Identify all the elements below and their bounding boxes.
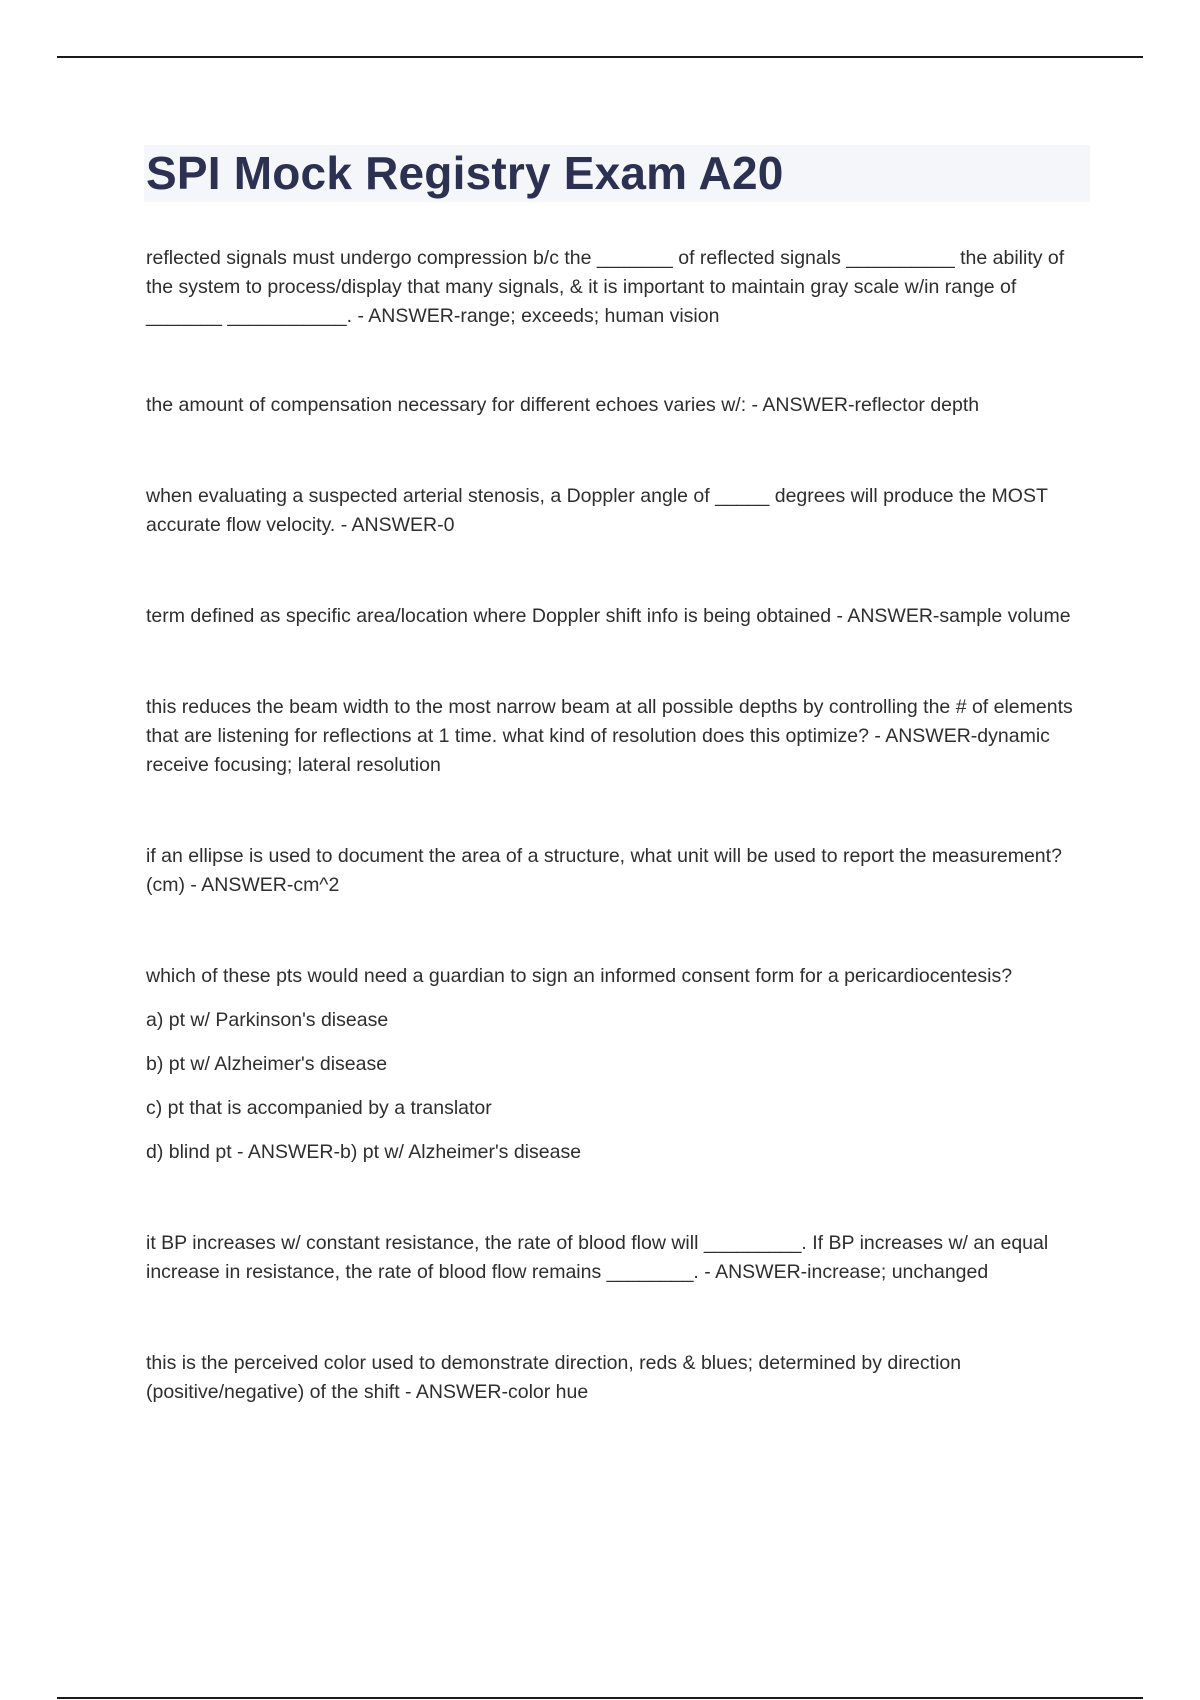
- qa-text: this reduces the beam width to the most narrow beam at all possible depths by controlling the # of elements that are listening for reflections at 1 time. what kind of resolution does this optimize? - ANSWER-dynamic receive focusing; lateral resolution: [146, 696, 1073, 776]
- qa-text: this is the perceived color used to demonstrate direction, reds & blues; determined by direction (positive/negative) of the shift - ANSWER-color hue: [146, 1352, 962, 1403]
- qa-item: [146, 1349, 1086, 1407]
- qa-item: [146, 391, 1086, 420]
- bottom-rule: [57, 1697, 1143, 1699]
- qa-item: [146, 602, 1086, 631]
- qa-option: a) pt w/ Parkinson's disease: [146, 1009, 389, 1031]
- qa-item: [146, 842, 1086, 900]
- qa-text: if an ellipse is used to document the area of a structure, what unit will be used to report the measurement? (cm) - ANSWER-cm^2: [146, 845, 1062, 896]
- qa-option: c) pt that is accompanied by a translator: [146, 1097, 492, 1119]
- qa-item: [146, 482, 1086, 540]
- qa-text: reflected signals must undergo compression b/c the _______ of reflected signals __________ the ability of the system to process/display that many signals, & it is important to maintain gray scale w/in range of _______ ___________. - ANSWER-range; exceeds; human vision: [146, 247, 1065, 327]
- qa-item: [146, 693, 1086, 780]
- qa-item: [146, 1229, 1086, 1287]
- qa-text: term defined as specific area/location where Doppler shift info is being obtained - ANSWER-sample volume: [146, 605, 1071, 627]
- qa-text: it BP increases w/ constant resistance, the rate of blood flow will _________. If BP increases w/ an equal increase in resistance, the rate of blood flow remains ________. - ANSWER-increase; unchanged: [146, 1232, 1049, 1283]
- qa-option: b) pt w/ Alzheimer's disease: [146, 1053, 388, 1075]
- document-title: SPI Mock Registry Exam A20: [146, 147, 784, 199]
- top-rule: [57, 56, 1143, 58]
- qa-text: when evaluating a suspected arterial stenosis, a Doppler angle of _____ degrees will produce the MOST accurate flow velocity. - ANSWER-0: [146, 485, 1048, 536]
- qa-question: which of these pts would need a guardian to sign an informed consent form for a pericardiocentesis?: [146, 965, 1013, 987]
- qa-item-multiple-choice: [146, 962, 1086, 1167]
- qa-content: [146, 244, 1086, 1407]
- qa-option: d) blind pt - ANSWER-b) pt w/ Alzheimer's disease: [146, 1141, 582, 1163]
- qa-text: the amount of compensation necessary for different echoes varies w/: - ANSWER-reflector depth: [146, 394, 980, 416]
- qa-item: [146, 244, 1086, 331]
